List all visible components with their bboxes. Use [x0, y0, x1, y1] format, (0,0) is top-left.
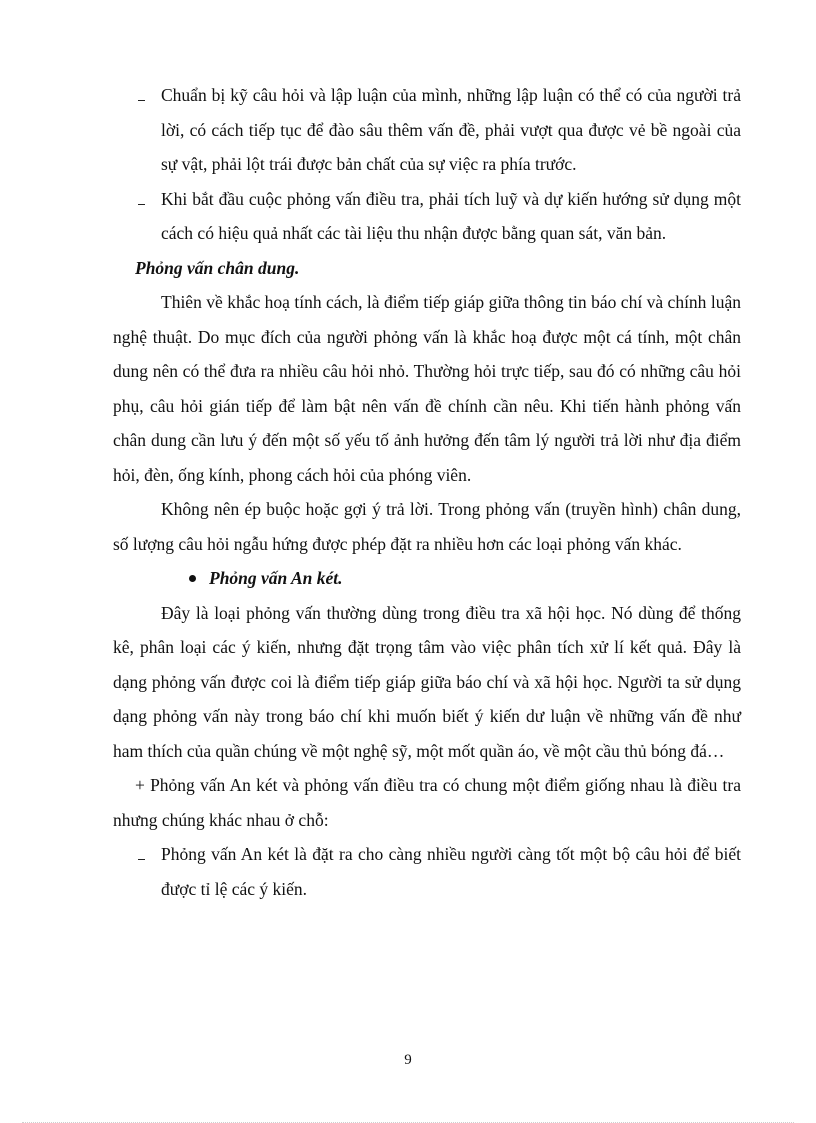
dash-item-text: Chuẩn bị kỹ câu hỏi và lập luận của mình, những lập luận có thể có của người trả lời, có cách tiếp tục để đào sâu thêm vấn đề, phải vượt qua được vẻ bề ngoài của sự vật, phải lột trái được bản chất của sự việc ra phía trước.: [161, 85, 741, 174]
bullet-dot-icon: [189, 575, 196, 582]
section-heading-survey-interview: [113, 561, 741, 596]
bullet-heading-text: Phỏng vấn An két.: [209, 568, 343, 588]
paragraph: Không nên ép buộc hoặc gợi ý trả lời. Trong phỏng vấn (truyền hình) chân dung, số lượng câu hỏi ngẫu hứng được phép đặt ra nhiều hơn các loại phỏng vấn khác.: [113, 499, 741, 554]
dash-item-text: Khi bắt đầu cuộc phỏng vấn điều tra, phải tích luỹ và dự kiến hướng sử dụng một cách có hiệu quả nhất các tài liệu thu nhận được bằng quan sát, văn bản.: [161, 188, 741, 243]
dash-list-item: [113, 182, 741, 251]
page-content: [113, 78, 741, 906]
dash-list-item: [113, 837, 741, 906]
paragraph: Đây là loại phỏng vấn thường dùng trong điều tra xã hội học. Nó dùng để thống kê, phân loại các ý kiến, nhưng đặt trọng tâm vào việc phân tích xử lí kết quả. Đây là dạng phỏng vấn được coi là điểm tiếp giáp giữa báo chí và xã hội học. Người ta sử dụng dạng phỏng vấn này trong báo chí khi muốn biết ý kiến dư luận về những vấn đề như ham thích của quần chúng về một nghệ sỹ, một mốt quần áo, về một cầu thủ bóng đá…: [113, 602, 741, 761]
paragraph: Thiên về khắc hoạ tính cách, là điểm tiếp giáp giữa thông tin báo chí và chính luận nghệ thuật. Do mục đích của người phỏng vấn là khắc hoạ được một cá tính, một chân dung nên có thể đưa ra nhiều câu hỏi nhỏ. Thường hỏi trực tiếp, sau đó có những câu hỏi phụ, câu hỏi gián tiếp để làm bật nên vấn đề chính cần nêu. Khi tiến hành phỏng vấn chân dung cần lưu ý đến một số yếu tố ảnh hưởng đến tâm lý người trả lời như địa điểm hỏi, đèn, ống kính, phong cách hỏi của phóng viên.: [113, 292, 741, 485]
plus-paragraph: + Phỏng vấn An két và phỏng vấn điều tra có chung một điểm giống nhau là điều tra nhưng chúng khác nhau ở chỗ:: [113, 775, 741, 830]
dash-list-item: [113, 78, 741, 182]
dash-item-text: Phỏng vấn An két là đặt ra cho càng nhiều người càng tốt một bộ câu hỏi để biết được tỉ lệ các ý kiến.: [161, 844, 741, 899]
section-heading-portrait-interview: Phỏng vấn chân dung.: [135, 257, 300, 278]
page-number: 9: [404, 1052, 412, 1068]
